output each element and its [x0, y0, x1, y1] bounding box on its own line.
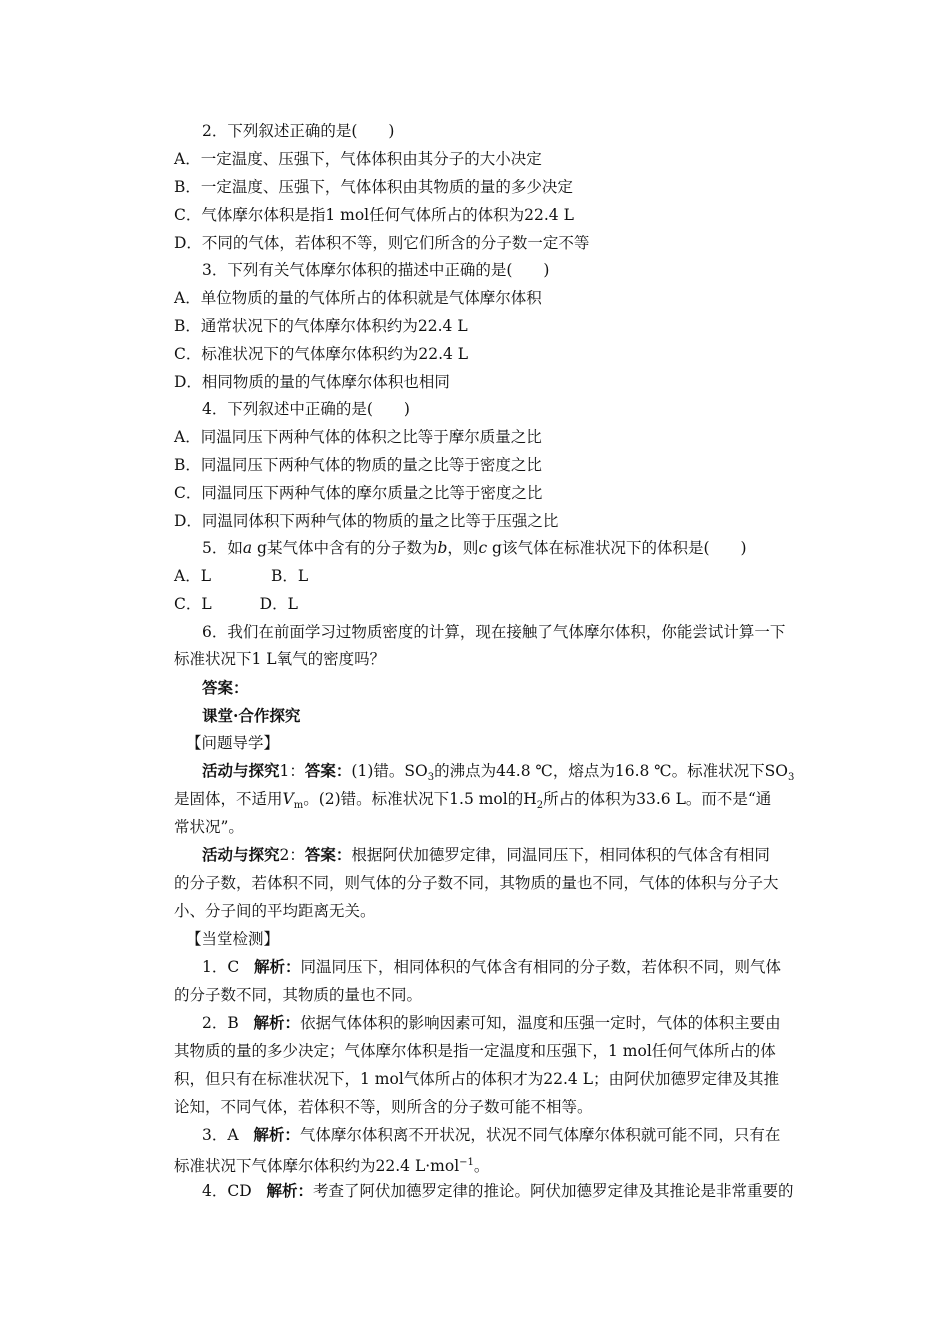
section-heading: 课堂·合作探究 [202, 706, 301, 725]
activity2-line1: 活动与探究2：答案：根据阿伏加德罗定律，同温同压下，相同体积的气体含有相同 [202, 845, 770, 864]
q2-option-b: B．一定温度、压强下，气体体积由其物质的量的多少决定 [174, 178, 573, 196]
q2-option-c: C．气体摩尔体积是指1 mol任何气体所占的体积为22.4 L [174, 206, 574, 224]
check3-line2: 标准状况下气体摩尔体积约为22.4 L·mol$^{-1}$。 [174, 1157, 490, 1176]
activity2-line2: 的分子数，若体积不同，则气体的分子数不同，其物质的量也不同，气体的体积与分子大 [174, 874, 779, 892]
q3-stem: 3．下列有关气体摩尔体积的描述中正确的是( ) [202, 261, 550, 279]
q5-option-d: D．L [259, 595, 298, 613]
check-heading: 【当堂检测】 [186, 930, 280, 948]
answers-heading: 答案： [202, 678, 249, 697]
check1-line1: 1．C 解析：同温同压下，相同体积的气体含有相同的分子数，若体积不同，则气体 [202, 957, 782, 976]
q3-option-a: A．单位物质的量的气体所占的体积就是气体摩尔体积 [174, 289, 542, 307]
guide-heading: 【问题导学】 [186, 734, 280, 752]
q4-option-a: A．同温同压下两种气体的体积之比等于摩尔质量之比 [174, 428, 542, 446]
q3-option-c: C．标准状况下的气体摩尔体积约为22.4 L [174, 345, 469, 363]
q4-option-c: C．同温同压下两种气体的摩尔质量之比等于密度之比 [174, 484, 543, 502]
q2-stem: 2．下列叙述正确的是( ) [202, 122, 395, 140]
check2-line2: 其物质的量的多少决定；气体摩尔体积是指一定温度和压强下，1 mol任何气体所占的体 [174, 1042, 776, 1060]
q3-option-d: D．相同物质的量的气体摩尔体积也相同 [174, 373, 450, 391]
q4-stem: 4．下列叙述中正确的是( ) [202, 400, 410, 418]
q5-option-b: B．L [271, 567, 309, 585]
q4-option-b: B．同温同压下两种气体的物质的量之比等于密度之比 [174, 456, 542, 474]
q6-line2: 标准状况下1 L氧气的密度吗？ [174, 650, 386, 668]
q5-option-a: A．L [174, 567, 211, 585]
activity1-line2: 是固体，不适用$V_m$。(2)错。标准状况下1.5 mol的$H_2$所占的体积为33.6 L。而不是“通 [174, 790, 772, 812]
q5-option-c: C．L [174, 595, 212, 613]
check4-line1: 4．CD 解析：考查了阿伏加德罗定律的推论。阿伏加德罗定律及其推论是非常重要的 [202, 1181, 794, 1200]
q3-option-b: B．通常状况下的气体摩尔体积约为22.4 L [174, 317, 468, 335]
q4-option-d: D．同温同体积下两种气体的物质的量之比等于压强之比 [174, 512, 559, 530]
check2-line3: 积，但只有在标准状况下，1 mol气体所占的体积才为22.4 L；由阿伏加德罗定律及其推 [174, 1070, 780, 1088]
q5-options-ab [174, 565, 308, 587]
check2-line4: 论知，不同气体，若体积不等，则所含的分子数可能不相等。 [174, 1098, 593, 1116]
check2-line1: 2．B 解析：依据气体体积的影响因素可知，温度和压强一定时，气体的体积主要由 [202, 1013, 781, 1032]
q6-line1: 6．我们在前面学习过物质密度的计算，现在接触了气体摩尔体积，你能尝试计算一下 [202, 623, 786, 641]
q5-options-cd [174, 593, 298, 615]
activity1-line1: 活动与探究1：答案：(1)错。$SO_3$的沸点为44.8 ℃，熔点为16.8 ℃。标准状况下$SO_3$ [202, 761, 795, 784]
q2-option-d: D．不同的气体，若体积不等，则它们所含的分子数一定不等 [174, 234, 590, 252]
activity1-line3: 常状况”。 [174, 818, 244, 836]
check1-line2: 的分子数不同，其物质的量也不同。 [174, 986, 423, 1004]
q5-stem: 5．如a g某气体中含有的分子数为b，则c g该气体在标准状况下的体积是( ) [202, 539, 747, 557]
check3-line1: 3．A 解析：气体摩尔体积离不开状况，状况不同气体摩尔体积就可能不同，只有在 [202, 1125, 781, 1144]
activity2-line3: 小、分子间的平均距离无关。 [174, 902, 376, 920]
q2-option-a: A．一定温度、压强下，气体体积由其分子的大小决定 [174, 150, 542, 168]
